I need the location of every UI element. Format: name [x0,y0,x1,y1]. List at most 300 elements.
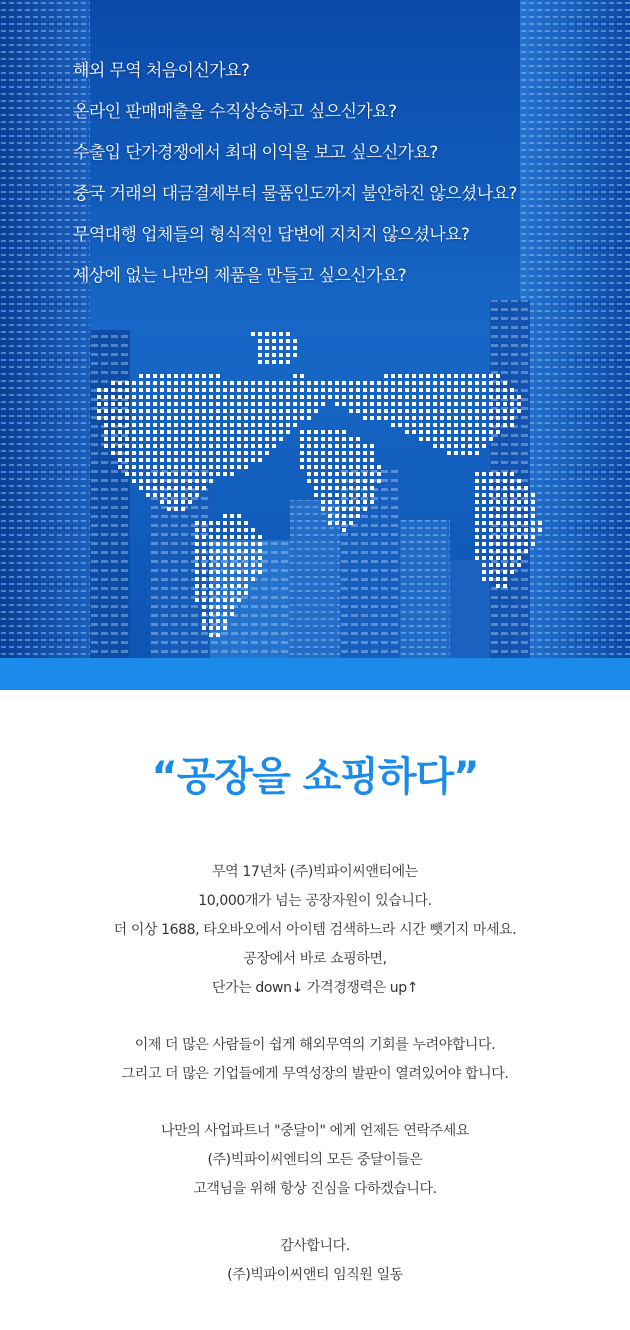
map-dot [181,416,185,420]
map-dot [489,430,493,434]
map-dot [209,437,213,441]
map-dot [482,549,486,553]
map-dot [510,556,514,560]
map-dot [370,402,374,406]
map-dot [230,570,234,574]
map-dot [454,388,458,392]
map-dot [433,423,437,427]
map-dot [188,388,192,392]
map-dot [258,556,262,560]
map-dot [384,388,388,392]
map-dot [202,395,206,399]
map-dot [356,486,360,490]
map-dot [286,409,290,413]
map-dot [440,430,444,434]
map-dot [244,381,248,385]
map-dot [356,381,360,385]
question-line: 무역대행 업체들의 형식적인 답변에 지치지 않으셨나요? [73,225,470,245]
text-line: 단가는 down↓ 가격경쟁력은 up↑ [211,980,419,996]
map-dot [342,458,346,462]
map-dot [125,416,129,420]
map-dot [223,591,227,595]
map-dot [251,423,255,427]
map-dot [356,451,360,455]
map-dot [209,479,213,483]
map-dot [104,388,108,392]
map-dot [482,416,486,420]
map-dot [181,430,185,434]
map-dot [482,472,486,476]
map-dot [524,486,528,490]
map-dot [342,479,346,483]
map-dot [146,444,150,448]
map-dot [363,472,367,476]
map-dot [153,486,157,490]
map-dot [335,458,339,462]
map-dot [125,444,129,448]
map-dot [405,409,409,413]
map-dot [496,388,500,392]
map-dot [440,374,444,378]
map-dot [202,563,206,567]
map-dot [223,409,227,413]
map-dot [356,500,360,504]
map-dot [223,472,227,476]
map-dot [230,605,234,609]
map-dot [244,577,248,581]
map-dot [531,535,535,539]
map-dot [167,479,171,483]
map-dot [237,549,241,553]
map-dot [258,430,262,434]
map-dot [503,388,507,392]
map-dot [384,374,388,378]
map-dot [216,563,220,567]
map-dot [335,395,339,399]
map-dot [153,381,157,385]
map-dot [517,563,521,567]
map-dot [139,402,143,406]
question-line: 해외 무역 처음이신가요? [73,61,250,81]
map-dot [195,402,199,406]
map-dot [279,437,283,441]
map-dot [335,479,339,483]
map-dot [496,472,500,476]
map-dot [517,535,521,539]
map-dot [496,528,500,532]
map-dot [139,486,143,490]
map-dot [482,528,486,532]
map-dot [181,465,185,469]
map-dot [244,423,248,427]
map-dot [300,465,304,469]
map-dot [251,577,255,581]
map-dot [258,535,262,539]
map-dot [531,521,535,525]
map-dot [230,556,234,560]
map-dot [510,416,514,420]
map-dot [97,416,101,420]
map-dot [454,395,458,399]
map-dot [468,430,472,434]
map-dot [223,437,227,441]
map-dot [510,542,514,546]
map-dot [202,451,206,455]
map-dot [489,409,493,413]
map-dot [132,437,136,441]
map-dot [440,402,444,406]
map-dot [237,395,241,399]
map-dot [363,507,367,511]
map-dot [391,416,395,420]
map-dot [524,549,528,553]
hero-bottom-strip [0,658,630,690]
map-dot [475,409,479,413]
map-dot [195,528,199,532]
map-dot [363,395,367,399]
map-dot [524,493,528,497]
map-dot [244,388,248,392]
map-dot [496,577,500,581]
map-dot [251,388,255,392]
map-dot [321,479,325,483]
map-dot [209,619,213,623]
map-dot [503,423,507,427]
map-dot [356,493,360,497]
map-dot [174,374,178,378]
map-dot [258,360,262,364]
map-dot [489,577,493,581]
map-dot [461,409,465,413]
map-dot [188,444,192,448]
map-dot [482,493,486,497]
map-dot [510,535,514,539]
map-dot [146,388,150,392]
map-dot [258,451,262,455]
map-dot [153,388,157,392]
map-dot [335,430,339,434]
map-dot [153,374,157,378]
map-dot [517,521,521,525]
map-dot [265,395,269,399]
map-dot [167,458,171,462]
map-dot [412,430,416,434]
map-dot [454,444,458,448]
map-dot [223,570,227,574]
map-dot [517,486,521,490]
map-dot [188,381,192,385]
map-dot [489,402,493,406]
map-dot [118,451,122,455]
map-dot [377,479,381,483]
map-dot [475,486,479,490]
map-dot [167,451,171,455]
map-dot [363,444,367,448]
map-dot [293,346,297,350]
map-dot [251,556,255,560]
map-dot [440,416,444,420]
map-dot [125,423,129,427]
map-dot [300,430,304,434]
map-dot [230,521,234,525]
map-dot [363,465,367,469]
map-dot [384,395,388,399]
map-dot [447,416,451,420]
map-dot [244,556,248,560]
map-dot [202,409,206,413]
map-dot [321,465,325,469]
map-dot [489,514,493,518]
map-dot [209,395,213,399]
map-dot [160,451,164,455]
map-dot [349,507,353,511]
map-dot [202,374,206,378]
map-dot [237,402,241,406]
map-dot [475,549,479,553]
map-dot [104,423,108,427]
map-dot [223,402,227,406]
map-dot [111,444,115,448]
map-dot [328,514,332,518]
map-dot [195,535,199,539]
map-dot [202,521,206,525]
map-dot [503,381,507,385]
map-dot [314,493,318,497]
map-dot [342,451,346,455]
map-dot [195,444,199,448]
map-dot [405,402,409,406]
map-dot [188,458,192,462]
map-dot [209,472,213,476]
map-dot [342,437,346,441]
map-dot [237,409,241,413]
map-dot [258,395,262,399]
map-dot [258,388,262,392]
map-dot [160,479,164,483]
map-dot [482,395,486,399]
map-dot [475,514,479,518]
map-dot [223,388,227,392]
map-dot [398,416,402,420]
map-dot [412,395,416,399]
map-dot [321,437,325,441]
map-dot [370,444,374,448]
map-dot [230,409,234,413]
map-dot [307,430,311,434]
map-dot [391,388,395,392]
map-dot [475,416,479,420]
map-dot [440,444,444,448]
map-dot [419,437,423,441]
map-dot [314,381,318,385]
map-dot [153,493,157,497]
map-dot [503,584,507,588]
map-dot [412,402,416,406]
map-dot [209,402,213,406]
map-dot [335,507,339,511]
map-dot [377,381,381,385]
map-dot [216,605,220,609]
map-dot [398,402,402,406]
map-dot [237,430,241,434]
map-dot [475,395,479,399]
map-dot [209,374,213,378]
map-dot [237,444,241,448]
map-dot [531,500,535,504]
map-dot [209,591,213,595]
hero-banner [0,0,630,658]
map-dot [307,451,311,455]
map-dot [398,388,402,392]
map-dot [279,402,283,406]
map-dot [335,381,339,385]
map-dot [496,500,500,504]
map-dot [223,528,227,532]
map-dot [125,381,129,385]
map-dot [377,409,381,413]
map-dot [447,402,451,406]
map-dot [104,444,108,448]
map-dot [468,381,472,385]
map-dot [468,388,472,392]
map-dot [118,402,122,406]
map-dot [230,381,234,385]
map-dot [167,500,171,504]
map-dot [223,577,227,581]
map-dot [258,402,262,406]
map-dot [265,451,269,455]
map-dot [195,563,199,567]
map-dot [258,423,262,427]
map-dot [447,451,451,455]
map-dot [531,507,535,511]
map-dot [258,563,262,567]
map-dot [489,507,493,511]
map-dot [314,437,318,441]
map-dot [377,388,381,392]
map-dot [272,360,276,364]
map-dot [118,458,122,462]
map-dot [377,395,381,399]
map-dot [132,479,136,483]
map-dot [202,388,206,392]
map-dot [125,465,129,469]
map-dot [314,465,318,469]
map-dot [426,423,430,427]
map-dot [496,402,500,406]
map-dot [146,409,150,413]
map-dot [482,521,486,525]
map-dot [223,521,227,525]
map-dot [461,395,465,399]
map-dot [195,577,199,581]
map-dot [195,591,199,595]
map-dot [279,416,283,420]
map-dot [482,409,486,413]
map-dot [146,381,150,385]
map-dot [160,458,164,462]
map-dot [496,584,500,588]
map-dot [454,437,458,441]
map-dot [209,577,213,581]
map-dot [349,437,353,441]
map-dot [314,444,318,448]
text-line: (주)빅파이씨앤티 임직원 일동 [227,1267,403,1283]
map-dot [272,444,276,448]
map-dot [475,479,479,483]
map-dot [496,521,500,525]
map-dot [286,388,290,392]
map-dot [237,521,241,525]
map-dot [335,493,339,497]
map-dot [489,528,493,532]
map-dot [237,416,241,420]
map-dot [531,542,535,546]
map-dot [314,458,318,462]
map-dot [209,549,213,553]
map-dot [440,409,444,413]
map-dot [167,416,171,420]
map-dot [391,374,395,378]
map-dot [230,430,234,434]
map-dot [475,507,479,511]
map-dot [356,409,360,413]
map-dot [251,458,255,462]
map-dot [349,451,353,455]
map-dot [300,381,304,385]
map-dot [496,486,500,490]
map-dot [265,332,269,336]
map-dot [349,395,353,399]
map-dot [314,472,318,476]
map-dot [153,409,157,413]
map-dot [216,528,220,532]
map-dot [195,598,199,602]
map-dot [195,570,199,574]
map-dot [174,465,178,469]
map-dot [132,416,136,420]
map-dot [342,493,346,497]
map-dot [307,416,311,420]
map-dot [181,437,185,441]
map-dot [503,402,507,406]
map-dot [174,444,178,448]
map-dot [139,458,143,462]
map-dot [349,486,353,490]
map-dot [342,388,346,392]
map-dot [125,388,129,392]
map-dot [489,416,493,420]
map-dot [195,458,199,462]
map-dot [181,402,185,406]
map-dot [216,570,220,574]
map-dot [440,381,444,385]
map-dot [139,451,143,455]
map-dot [209,430,213,434]
map-dot [461,451,465,455]
map-dot [251,381,255,385]
map-dot [223,444,227,448]
map-dot [216,423,220,427]
map-dot [209,458,213,462]
map-dot [482,479,486,483]
map-dot [153,451,157,455]
map-dot [202,591,206,595]
map-dot [181,486,185,490]
map-dot [202,430,206,434]
map-dot [153,479,157,483]
map-dot [118,388,122,392]
